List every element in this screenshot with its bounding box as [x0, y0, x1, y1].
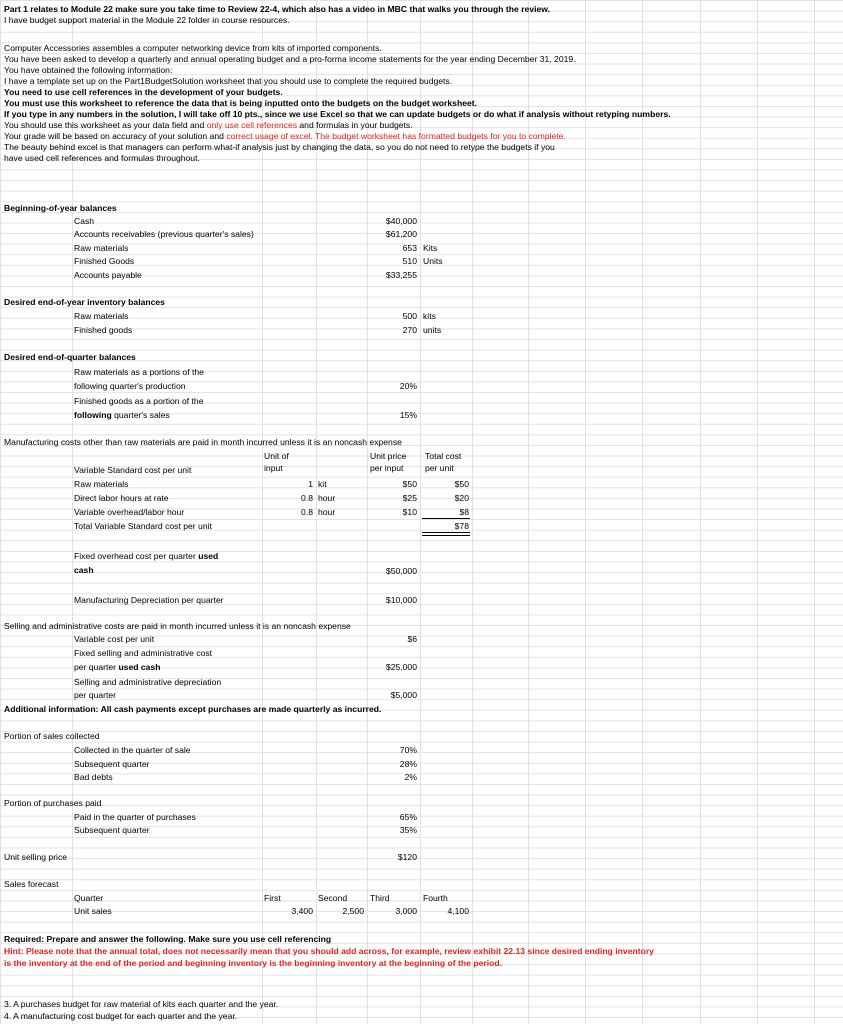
- sga-title: Selling and administrative costs are paid in month incurred unless it is an noncash expense: [4, 621, 351, 631]
- begin-rm-unit: Kits: [423, 243, 438, 253]
- intro-line-2: You have been asked to develop a quarterly and annual operating budget and a pro-forma income statements for the year ending December 31, 2019.: [4, 54, 576, 64]
- mfg-header-input: input: [264, 463, 283, 473]
- intro-line-8: [4, 120, 413, 130]
- mfg-row-qty: 0.8: [301, 493, 313, 503]
- forecast-quarter-units: 4,100: [447, 906, 469, 916]
- mfg-row-total: $20: [454, 493, 469, 503]
- begin-ar-label: Accounts receivables (previous quarter's sales): [74, 229, 254, 239]
- intro-line-1: Computer Accessories assembles a computer networking device from kits of imported components.: [4, 43, 382, 53]
- required-item-3: 3. A purchases budget for raw material of kits each quarter and the year.: [4, 999, 279, 1009]
- begin-title: Beginning-of-year balances: [4, 203, 117, 213]
- sga-fixed-usedcash: used cash: [118, 662, 161, 672]
- sga-fixed-line-2: [74, 662, 160, 672]
- mfg-fixed-used: used: [198, 551, 219, 561]
- collect-r3-label: Bad debts: [74, 772, 113, 782]
- begin-ar-value: $61,200: [385, 229, 417, 239]
- endq-rm-line-1: Raw materials as a portions of the: [74, 367, 204, 377]
- mfg-total-label: Total Variable Standard cost per unit: [74, 521, 212, 531]
- mfg-title: Manufacturing costs other than raw materials are paid in month incurred unless it is an noncash expense: [4, 437, 402, 447]
- forecast-quarter-label: Quarter: [74, 893, 104, 903]
- intro-line-5: You need to use cell references in the development of your budgets.: [4, 87, 283, 97]
- intro-line-9: [4, 131, 566, 141]
- endq-fg-line-1: Finished goods as a portion of the: [74, 396, 204, 406]
- forecast-quarter-name: First: [264, 893, 281, 903]
- endyear-rm-unit: kits: [423, 311, 436, 321]
- endyear-rm-value: 500: [402, 311, 417, 321]
- collect-r1-value: 70%: [399, 745, 417, 755]
- forecast-quarter-units: 3,000: [395, 906, 417, 916]
- intro-line-7: If you type in any numbers in the solution, I will take off 10 pts., since we use Excel so that we can update budgets or do what if analysis without retyping numbers.: [4, 109, 671, 119]
- mfg-row-price: $50: [402, 479, 417, 489]
- endq-rm-line-2: following quarter's production: [74, 381, 186, 391]
- intro-line-4: I have a template set up on the Part1BudgetSolution worksheet that you should use to complete the required budgets.: [4, 76, 453, 86]
- intro-line-11: have used cell references and formulas throughout.: [4, 153, 200, 163]
- sga-fixed-line-1: Fixed selling and administrative cost: [74, 648, 213, 658]
- sga-dep-line-2: per quarter: [74, 690, 117, 700]
- forecast-quarter-name: Second: [318, 893, 348, 903]
- intro-line-8c: and formulas in your budgets.: [297, 120, 413, 130]
- mfg-row-unit: hour: [318, 507, 336, 517]
- intro-line-9a: Your grade will be based on accuracy of your solution and: [4, 131, 227, 141]
- begin-fg-value: 510: [402, 256, 417, 266]
- begin-rm-label: Raw materials: [74, 243, 129, 253]
- mfg-row-unit: hour: [318, 493, 336, 503]
- intro-line-10: The beauty behind excel is that managers can perform what-if analysis just by changing the data, so you do not need to retype the budgets if you: [4, 142, 555, 152]
- endyear-title: Desired end-of-year inventory balances: [4, 297, 165, 307]
- endq-fg-rest: quarter's sales: [111, 410, 170, 420]
- forecast-quarter-name: Third: [370, 893, 390, 903]
- begin-ap-label: Accounts payable: [74, 270, 142, 280]
- required-hint-2: is the inventory at the end of the period and beginning inventory is the beginning inventory at the beginning of the period.: [4, 958, 502, 968]
- collect-r2-value: 28%: [399, 759, 417, 769]
- mfg-fixed-value: $50,000: [385, 566, 417, 576]
- purch-r1-label: Paid in the quarter of purchases: [74, 812, 196, 822]
- collect-title: Portion of sales collected: [4, 731, 100, 741]
- mfg-fixed-line-1: [74, 551, 218, 561]
- mfg-total-value: $78: [454, 521, 469, 531]
- begin-cash-label: Cash: [74, 216, 95, 226]
- forecast-quarter-name: Fourth: [423, 893, 448, 903]
- endq-title: Desired end-of-quarter balances: [4, 352, 136, 362]
- mfg-row-total: $8: [459, 507, 469, 517]
- sga-dep-value: $5,000: [390, 690, 417, 700]
- intro-line-8a: You should use this worksheet as your data field and: [4, 120, 207, 130]
- begin-fg-label: Finished Goods: [74, 256, 135, 266]
- forecast-quarter-units: 2,500: [342, 906, 364, 916]
- begin-fg-unit: Units: [423, 256, 443, 266]
- total-double-underline: [422, 532, 470, 536]
- mfg-row-unit: kit: [318, 479, 327, 489]
- header-line-1: Part 1 relates to Module 22 make sure you take time to Review 22-4, which also has a video in MBC that walks you through the review.: [4, 4, 551, 14]
- collect-r3-value: 2%: [404, 772, 417, 782]
- purch-r1-value: 65%: [399, 812, 417, 822]
- endyear-fg-unit: units: [423, 325, 442, 335]
- mfg-row-label: Raw materials: [74, 479, 129, 489]
- collect-r2-label: Subsequent quarter: [74, 759, 150, 769]
- endyear-fg-label: Finished goods: [74, 325, 133, 335]
- intro-line-8b: only use cell references: [206, 120, 298, 130]
- endq-fg-line-2: [74, 410, 170, 420]
- header-line-2: I have budget support material in the Module 22 folder in course resources.: [4, 15, 290, 25]
- mfg-row-qty: 0.8: [301, 507, 313, 517]
- mfg-row-label: Variable overhead/labor hour: [74, 507, 185, 517]
- mfg-fixed-line-1a: Fixed overhead cost per quarter: [74, 551, 199, 561]
- required-hint-1: Hint: Please note that the annual total, does not necessarily mean that you should add across, for example, review exhibit 22.13 since desired ending inventory: [4, 946, 654, 956]
- price-label: Unit selling price: [4, 852, 68, 862]
- sga-fixed-line-2a: per quarter: [74, 662, 119, 672]
- intro-line-3: You have obtained the following information:: [4, 65, 173, 75]
- mfg-header-totalcost: Total cost: [425, 451, 462, 461]
- purch-r2-value: 35%: [399, 825, 417, 835]
- mfg-row-total: $50: [454, 479, 469, 489]
- additional-info: Additional information: All cash payments except purchases are made quarterly as incurred.: [4, 704, 382, 714]
- mfg-row-price: $25: [402, 493, 417, 503]
- endq-fg-following: following: [74, 410, 112, 420]
- mfg-row-label: Direct labor hours at rate: [74, 493, 169, 503]
- mfg-fixed-cash: cash: [74, 565, 94, 575]
- endq-rm-value: 20%: [399, 381, 417, 391]
- purch-title: Portion of purchases paid: [4, 798, 102, 808]
- mfg-header-unitof: Unit of: [264, 451, 289, 461]
- mfg-dep-label: Manufacturing Depreciation per quarter: [74, 595, 224, 605]
- total-underline: [422, 518, 470, 519]
- begin-cash-value: $40,000: [385, 216, 417, 226]
- sga-var-value: $6: [407, 634, 417, 644]
- mfg-header-perunit: per unit: [425, 463, 454, 473]
- begin-ap-value: $33,255: [385, 270, 417, 280]
- forecast-title: Sales forecast: [4, 879, 59, 889]
- intro-line-6: You must use this worksheet to reference the data that is being inputted onto the budgets on the budget worksheet.: [4, 98, 478, 108]
- collect-r1-label: Collected in the quarter of sale: [74, 745, 191, 755]
- purch-r2-label: Subsequent quarter: [74, 825, 150, 835]
- required-title: Required: Prepare and answer the following. Make sure you use cell referencing: [4, 934, 332, 944]
- forecast-quarter-units: 3,400: [291, 906, 313, 916]
- sga-var-label: Variable cost per unit: [74, 634, 155, 644]
- endyear-fg-value: 270: [402, 325, 417, 335]
- sga-dep-line-1: Selling and administrative depreciation: [74, 677, 222, 687]
- begin-rm-value: 653: [402, 243, 417, 253]
- forecast-units-label: Unit sales: [74, 906, 112, 916]
- price-value: $120: [397, 852, 417, 862]
- mfg-vsc-label: Variable Standard cost per unit: [74, 465, 192, 475]
- sga-fixed-value: $25,000: [385, 662, 417, 672]
- mfg-dep-value: $10,000: [385, 595, 417, 605]
- mfg-header-unitprice: Unit price: [370, 451, 407, 461]
- required-item-4: 4. A manufacturing cost budget for each quarter and the year.: [4, 1011, 238, 1021]
- endyear-rm-label: Raw materials: [74, 311, 129, 321]
- endq-fg-value: 15%: [399, 410, 417, 420]
- mfg-row-price: $10: [402, 507, 417, 517]
- mfg-row-qty: 1: [308, 479, 313, 489]
- intro-line-9b: correct usage of excel. The budget worksheet has formatted budgets for you to complete.: [226, 131, 566, 141]
- mfg-header-perinput: per input: [370, 463, 404, 473]
